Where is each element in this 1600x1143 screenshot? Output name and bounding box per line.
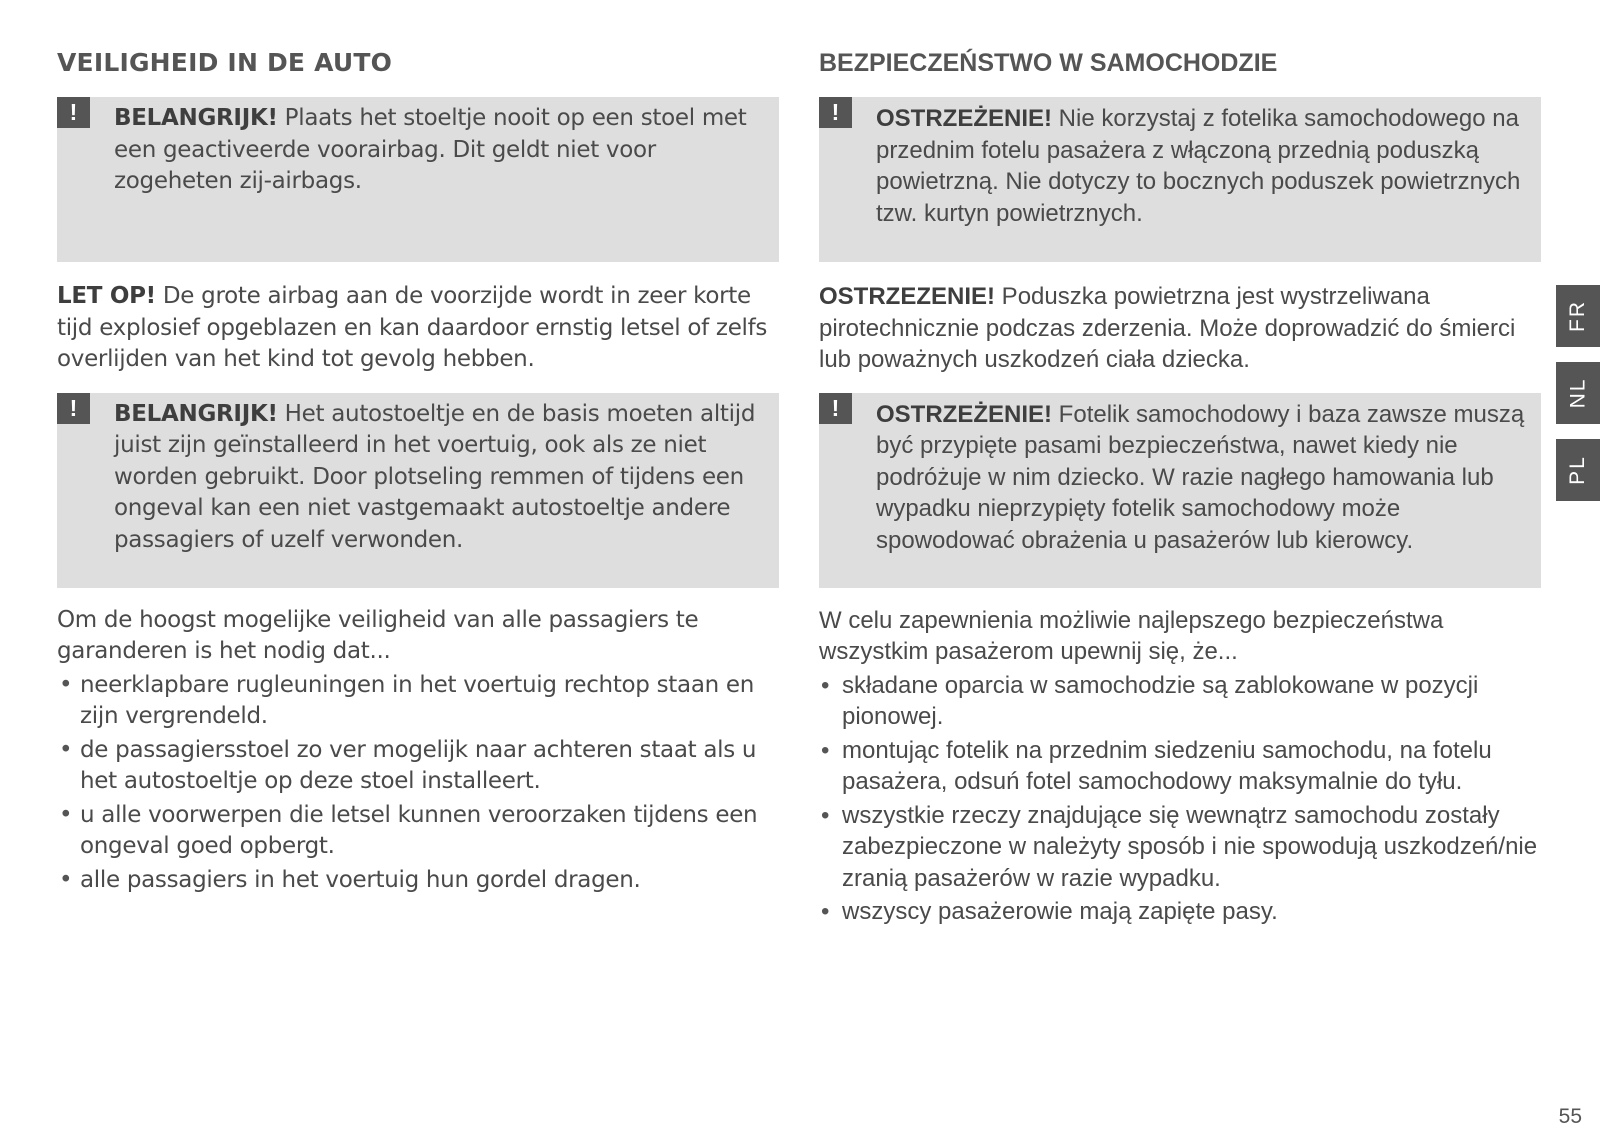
list-item: • alle passagiers in het voertuig hun gordel dragen. (57, 865, 779, 897)
list-item: • de passagiersstoel zo ver mogelijk naar achteren staat als u het autostoeltje op deze stoel installeert. (57, 735, 779, 798)
important-label: BELANGRIJK! (114, 105, 278, 131)
tab-pl[interactable] (1556, 439, 1600, 501)
important-label: BELANGRIJK! (114, 400, 278, 427)
important-text-nl-1 (114, 103, 767, 198)
list-item: • składane oparcia w samochodzie są zablokowane w pozycji pionowej. (819, 670, 1541, 733)
exclamation-icon: ! (57, 97, 90, 128)
column-polish (819, 46, 1541, 928)
exclamation-icon: ! (819, 393, 852, 424)
tab-nl[interactable] (1556, 362, 1600, 424)
section-heading-nl: VEILIGHEID IN DE AUTO (57, 48, 393, 77)
important-body: Het autostoeltje en de basis moeten altijd juist zijn geïnstalleerd in het voertuig, ook als ze niet worden gebruikt. Door plotseling remmen of tijdens een ongeval kan een niet vastgemaakt autostoeltje andere passagiers of uzelf verwonden. (114, 400, 756, 553)
important-box-pl-2 (819, 393, 1541, 588)
intro-paragraph-nl: Om de hoogst mogelijke veiligheid van alle passagiers te garanderen is het nodig dat... (57, 606, 699, 664)
important-text-pl-1 (876, 103, 1529, 229)
list-item: • u alle voorwerpen die letsel kunnen veroorzaken tijdens een ongeval goed opbergt. (57, 800, 779, 863)
warning-paragraph-pl (819, 281, 1541, 376)
column-dutch (57, 46, 779, 896)
tab-label-fr: FR (1566, 300, 1589, 332)
warning-label: LET OP! (57, 283, 156, 309)
important-box-pl-1 (819, 97, 1541, 262)
list-item: • neerklapbare rugleuningen in het voertuig rechtop staan en zijn vergrendeld. (57, 670, 779, 733)
warning-label: OSTRZEZENIE! (819, 283, 996, 310)
warning-paragraph-nl (57, 281, 779, 376)
list-item: • montując fotelik na przednim siedzeniu samochodu, na fotelu pasażera, odsuń fotel samochodowy maksymalnie do tyłu. (819, 735, 1541, 798)
warning-body: Poduszka powietrzna jest wystrzeliwana pirotechnicznie podczas zderzenia. Może doprowadzić do śmierci lub poważnych uszkodzeń ciała dziecka. (819, 283, 1516, 373)
warning-body: De grote airbag aan de voorzijde wordt in zeer korte tijd explosief opgeblazen en kan daardoor ernstig letsel of zelfs overlijden van het kind tot gevolg hebben. (57, 283, 768, 372)
important-label: OSTRZEŻENIE! (876, 105, 1053, 132)
important-box-nl-2 (57, 393, 779, 588)
list-item: • wszyscy pasażerowie mają zapięte pasy. (819, 896, 1541, 928)
tab-label-nl: NL (1565, 377, 1589, 409)
important-label: OSTRZEŻENIE! (876, 400, 1053, 428)
list-item: • wszystkie rzeczy znajdujące się wewnątrz samochodu zostały zabezpieczone w należyty sposób i nie spowodują uszkodzeń/nie zranią pasażerów w razie wypadku. (819, 800, 1541, 895)
page-number: 55 (1558, 1105, 1582, 1128)
exclamation-icon: ! (819, 97, 852, 128)
bullet-list-nl (57, 670, 779, 897)
tab-label-pl: PL (1566, 455, 1589, 485)
exclamation-icon: ! (57, 393, 90, 424)
tab-fr[interactable] (1556, 285, 1600, 347)
bullet-list-pl (819, 670, 1541, 928)
important-body: Plaats het stoeltje nooit op een stoel met een geactiveerde voorairbag. Dit geldt niet voor zogeheten zij-airbags. (114, 105, 747, 194)
important-box-nl-1 (57, 97, 779, 262)
important-body: Nie korzystaj z fotelika samochodowego na przednim fotelu pasażera z włączoną przednią poduszką powietrzną. Nie dotyczy to bocznych poduszek powietrznych tzw. kurtyn powietrznych. (876, 105, 1521, 227)
section-heading-pl: BEZPIECZEŃSTWO W SAMOCHODZIE (819, 49, 1278, 77)
important-body: Fotelik samochodowy i baza zawsze muszą być przypięte pasami bezpieczeństwa, nawet kiedy nie podróżuje w nim dziecko. W razie nagłego hamowania lub wypadku nieprzypięty fotelik samochodowy może spowodować obrażenia u pasażerów lub kierowcy. (876, 400, 1525, 554)
important-text-pl-2 (876, 399, 1529, 557)
important-text-nl-2 (114, 399, 767, 557)
intro-paragraph-pl: W celu zapewnienia możliwie najlepszego bezpieczeństwa wszystkim pasażerom upewnij się, że... (819, 606, 1444, 665)
